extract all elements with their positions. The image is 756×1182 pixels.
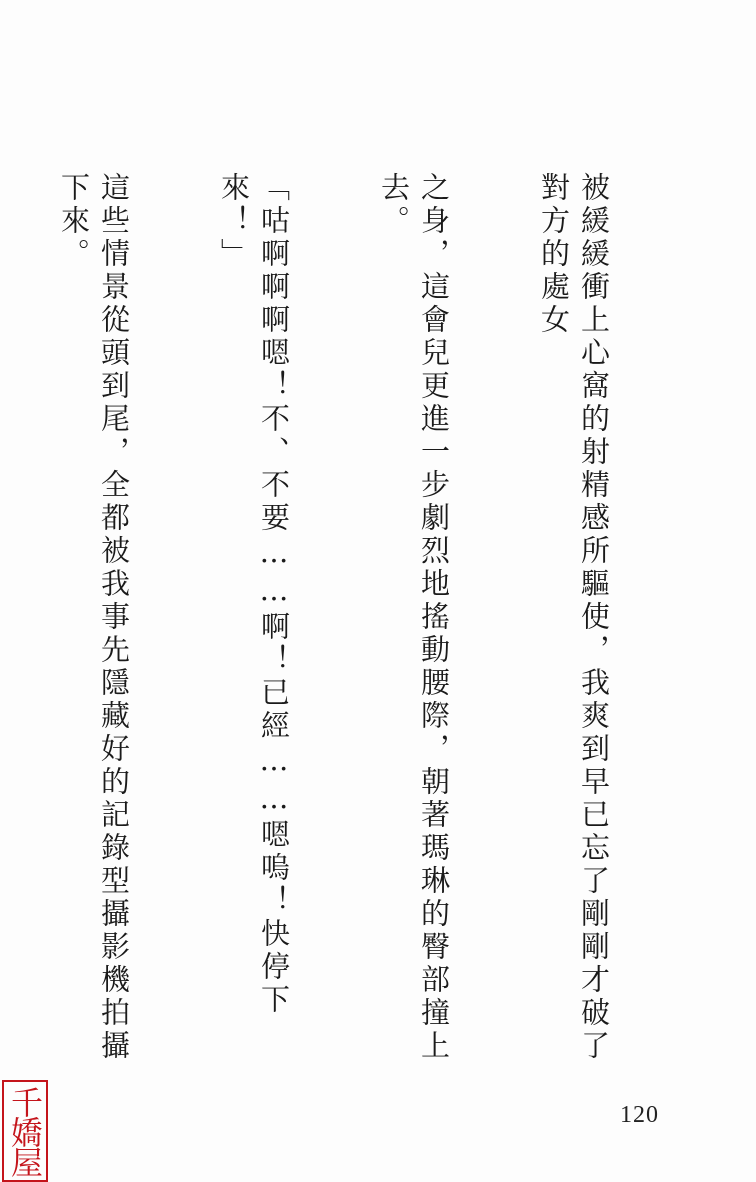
text-line: 這些情景從頭到尾，全都被我事先隱藏好的記錄型攝影機拍攝下來。: [57, 172, 131, 1063]
text-line: 「咕啊啊啊嗯！不、不要……啊！已經……嗯嗚！快停下來！」: [217, 172, 291, 1017]
publisher-seal-stamp: 千嬌屋: [2, 1080, 48, 1182]
text-line: 被緩緩衝上心窩的射精感所驅使，我爽到早已忘了剛剛才破了對方的處女: [537, 172, 611, 1063]
text-line: 之身，這會兒更進一步劇烈地搖動腰際，朝著瑪琳的臀部撞上去。: [377, 172, 451, 1063]
page-number: 120: [620, 1102, 659, 1128]
vertical-text-body: [0, 172, 694, 1077]
